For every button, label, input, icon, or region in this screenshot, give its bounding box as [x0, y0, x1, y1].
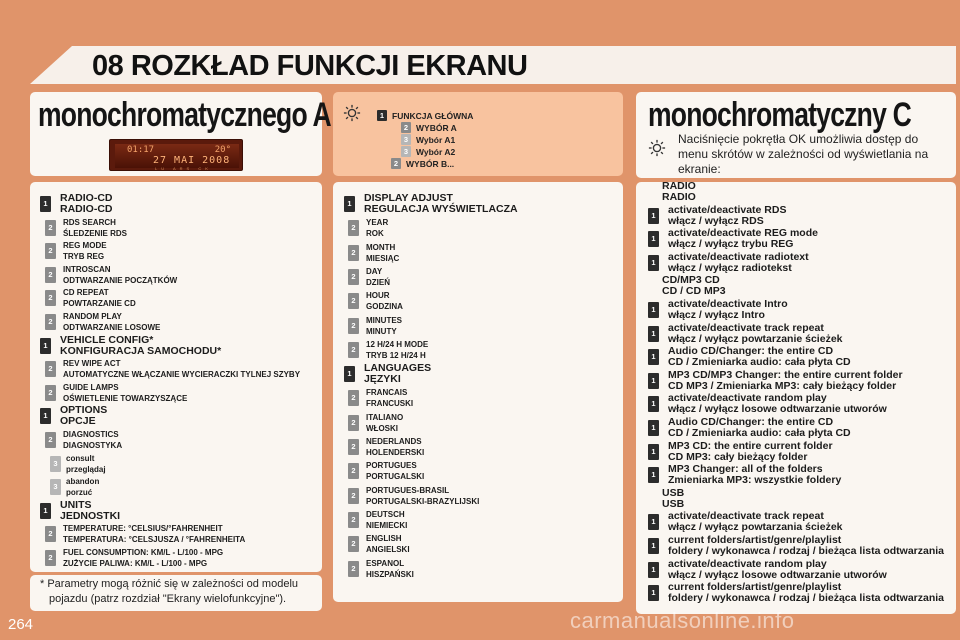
menu-item-label: HISZPAŃSKI — [366, 569, 414, 579]
level-badge: 1 — [648, 302, 659, 318]
menu-item — [648, 299, 788, 321]
menu-item — [40, 335, 221, 357]
menu-item-label: ANGIELSKI — [366, 545, 410, 555]
menu-item-label: przeglądaj — [66, 464, 106, 474]
menu-item-label: foldery / wykonawca / rodzaj / bieżąca lista odtwarzania — [668, 592, 945, 605]
level-badge: 1 — [648, 326, 659, 342]
legend-label: Wybór A1 — [416, 134, 456, 145]
display-temperature: 20° — [214, 145, 231, 155]
menu-item — [648, 205, 786, 227]
menu-item — [45, 382, 187, 404]
level-badge: 2 — [348, 245, 359, 261]
menu-item — [648, 464, 841, 486]
level-badge: 2 — [45, 290, 56, 306]
level-badge: 2 — [348, 536, 359, 552]
menu-item — [40, 193, 113, 215]
level-badge: 2 — [348, 488, 359, 504]
menu-item — [648, 370, 903, 392]
menu-item-label: CD MP3: cały bieżący folder — [668, 450, 808, 463]
menu-item-label: 12 H/24 H MODE — [366, 339, 429, 349]
level-badge: 2 — [348, 318, 359, 334]
menu-item-label: activate/deactivate radiotext — [668, 250, 809, 263]
menu-item — [648, 417, 851, 439]
menu-item-label: FRANCAIS — [366, 388, 408, 398]
menu-item-label: OPTIONS — [60, 404, 108, 417]
menu-item — [348, 485, 479, 507]
level-badge: 1 — [40, 196, 51, 212]
level-badge: 2 — [45, 432, 56, 448]
menu-item — [648, 323, 843, 345]
menu-item — [648, 582, 944, 604]
level-badge: 1 — [344, 196, 355, 212]
menu-item-label: YEAR — [366, 218, 389, 228]
menu-item — [45, 429, 122, 451]
menu-item — [348, 412, 403, 434]
level-badge: 2 — [348, 439, 359, 455]
menu-item-label: MONTH — [366, 242, 396, 252]
menu-item-label: PORTUGALSKI-BRAZYLIJSKI — [366, 496, 480, 506]
menu-item-label: activate/deactivate Intro — [668, 298, 788, 310]
sun-icon — [648, 139, 666, 157]
menu-item-label: Audio CD/Changer: the entire CD — [668, 416, 834, 428]
menu-item-label: abandon — [66, 477, 100, 487]
level-badge: 1 — [344, 366, 355, 382]
menu-item — [348, 460, 424, 482]
footnote — [40, 577, 298, 607]
menu-item-label: NEDERLANDS — [366, 437, 422, 446]
level-badge: 1 — [648, 562, 659, 578]
menu-item-label: CD MP3 / Zmieniarka MP3: cały bieżący folder — [668, 379, 897, 392]
level-badge: 1 — [648, 538, 659, 554]
menu-item — [648, 228, 818, 250]
level-badge: 1 — [648, 231, 659, 247]
menu-item — [648, 393, 887, 415]
menu-item-label: CD/MP3 CD — [662, 274, 720, 287]
level-badge: 3 — [50, 456, 61, 472]
menu-item-label: foldery / wykonawca / rodzaj / bieżąca lista odtwarzania — [668, 545, 945, 557]
legend-label: FUNKCJA GŁÓWNA — [392, 110, 474, 121]
menu-item — [348, 436, 424, 458]
menu-item-label: DIAGNOSTYKA — [63, 441, 123, 450]
menu-item-label: GUIDE LAMPS — [63, 382, 119, 392]
menu-item-label: INTROSCAN — [63, 264, 111, 274]
level-badge: 2 — [348, 220, 359, 236]
level-badge: 2 — [348, 463, 359, 479]
menu-item-label: OPCJE — [60, 415, 96, 428]
display-date: 27 MAI 2008 — [153, 155, 231, 166]
level-badge: 2 — [348, 390, 359, 406]
menu-item-label: MIESIĄC — [366, 253, 400, 263]
menu-item-label: activate/deactivate REG mode — [668, 227, 818, 240]
menu-item-label: DAY — [366, 266, 383, 276]
level-badge: 1 — [648, 585, 659, 601]
menu-item-label: current folders/artist/genre/playlist — [668, 534, 842, 546]
menu-item-label: UNITS — [60, 498, 92, 511]
level-badge: 2 — [348, 342, 359, 358]
menu-item-label: KONFIGURACJA SAMOCHODU* — [60, 344, 222, 357]
menu-item-label: REG MODE — [63, 241, 107, 251]
menu-item — [45, 217, 127, 239]
menu-item-label: TRYB REG — [63, 252, 105, 262]
menu-item-label: REGULACJA WYŚWIETLACZA — [364, 203, 518, 215]
menu-item-label: RDS SEARCH — [63, 217, 116, 227]
legend-item — [391, 158, 454, 169]
level-badge: 1 — [40, 338, 51, 354]
menu-item-label: włącz / wyłącz trybu REG — [668, 238, 794, 251]
menu-item-label: POWTARZANIE CD — [63, 299, 136, 309]
menu-item-label: ENGLISH — [366, 534, 402, 544]
menu-item-label: włącz / wyłącz losowe odtwarzanie utworów — [668, 403, 887, 416]
menu-item — [648, 441, 833, 463]
menu-item-label: ŚLEDZENIE RDS — [63, 228, 128, 238]
menu-item-label: REV WIPE ACT — [63, 359, 121, 369]
level-badge: 1 — [40, 408, 51, 424]
level-badge: 1 — [648, 396, 659, 412]
level-badge: 2 — [348, 561, 359, 577]
level-badge: 2 — [348, 415, 359, 431]
menu-item-label: HOLENDERSKI — [366, 448, 425, 457]
page-title: 08 ROZKŁAD FUNKCJI EKRANU — [92, 50, 528, 82]
menu-item-label: CD / Zmieniarka audio: cała płyta CD — [668, 356, 851, 369]
menu-item — [348, 242, 399, 264]
menu-item-label: TEMPERATURA: °CELSJUSZA / °FAHRENHEITA — [63, 535, 246, 545]
level-badge: 2 — [45, 385, 56, 401]
menu-item — [50, 476, 99, 498]
menu-item-label: JEDNOSTKI — [60, 509, 121, 522]
menu-item — [348, 339, 428, 361]
menu-item — [348, 217, 388, 239]
menu-item-label: RADIO — [662, 180, 696, 192]
menu-item-label: PORTUGUES-BRASIL — [366, 485, 450, 495]
menu-item — [648, 559, 887, 581]
level-badge: 1 — [40, 503, 51, 519]
footnote-line-2: pojazdu (patrz rozdział "Ekrany wielofunkcyjne"). — [49, 593, 287, 605]
menu-item-label: WŁOSKI — [366, 423, 398, 433]
menu-item-label: włącz / wyłącz Intro — [668, 309, 765, 321]
menu-item-label: TEMPERATURE: °CELSIUS/°FAHRENHEIT — [63, 524, 223, 534]
level-badge: 3 — [401, 146, 411, 157]
menu-item — [648, 511, 843, 533]
menu-item-label: current folders/artist/genre/playlist — [668, 581, 842, 594]
panel-legend — [333, 92, 623, 176]
legend-item — [401, 122, 457, 133]
menu-item-label: GODZINA — [366, 302, 403, 312]
menu-item-label: RADIO-CD — [60, 192, 113, 204]
level-badge: 1 — [648, 349, 659, 365]
level-badge: 2 — [45, 220, 56, 236]
level-badge: 2 — [45, 267, 56, 283]
menu-item-label: CD / Zmieniarka audio: cała płyta CD — [668, 427, 851, 439]
menu-item — [45, 358, 300, 380]
menu-item — [348, 266, 390, 288]
menu-item-label: FUEL CONSUMPTION: KM/L - L/100 - MPG — [63, 548, 224, 557]
level-badge: 2 — [348, 269, 359, 285]
menu-item — [348, 387, 413, 409]
menu-item-label: włącz / wyłącz RDS — [668, 214, 764, 227]
legend-label: WYBÓR A — [416, 122, 457, 133]
menu-item-label: activate/deactivate random play — [668, 392, 827, 405]
menu-item — [348, 315, 402, 337]
menu-item-label: MP3 Changer: all of the folders — [668, 463, 823, 476]
watermark: carmanualsonline.info — [570, 608, 795, 633]
level-badge: 3 — [50, 479, 61, 495]
level-badge: 1 — [648, 373, 659, 389]
menu-item-label: FRANCUSKI — [366, 399, 414, 409]
menu-item-label: USB — [662, 486, 685, 499]
menu-item-label: CD / CD MP3 — [662, 285, 726, 298]
menu-item — [45, 240, 107, 262]
menu-item — [348, 509, 407, 531]
menu-item-label: LANGUAGES — [364, 362, 432, 375]
level-badge: 1 — [648, 467, 659, 483]
menu-item — [348, 290, 403, 312]
menu-item — [40, 500, 120, 522]
menu-item — [45, 264, 177, 286]
display-marks: LU ARS CK — [155, 166, 212, 171]
menu-item-label: włącz / wyłącz powtarzania ścieżek — [668, 521, 843, 534]
menu-item-label: activate/deactivate track repeat — [668, 321, 824, 334]
menu-item-label: porzuć — [66, 488, 93, 498]
level-badge: 2 — [348, 512, 359, 528]
menu-item-label: RANDOM PLAY — [63, 312, 122, 321]
menu-item — [348, 558, 414, 580]
menu-item — [45, 311, 160, 333]
level-badge: 1 — [648, 208, 659, 224]
level-badge: 1 — [648, 255, 659, 271]
menu-item-label: JĘZYKI — [364, 373, 401, 386]
menu-item — [40, 405, 107, 427]
menu-item-label: DEUTSCH — [366, 509, 405, 519]
legend-item — [401, 146, 455, 157]
menu-item-label: TRYB 12 H/24 H — [366, 350, 426, 360]
level-badge: 1 — [377, 110, 387, 121]
menu-item-label: PORTUGUES — [366, 461, 417, 471]
display-time: 01:17 — [127, 145, 155, 155]
menu-item — [344, 193, 518, 215]
level-badge: 2 — [45, 361, 56, 377]
legend-label: Wybór A2 — [416, 146, 456, 157]
menu-item-label: ROK — [366, 229, 384, 239]
menu-item-label: activate/deactivate random play — [668, 557, 827, 570]
menu-item-label: RADIO — [662, 191, 696, 203]
menu-item-label: consult — [66, 453, 95, 463]
shortcut-intro-text: Naciśnięcie pokrętła OK umożliwia dostęp do menu skrótów w zależności od wyświetlania na ekranie: — [678, 132, 929, 176]
menu-item-label: AUTOMATYCZNE WŁĄCZANIE WYCIERACZKI TYLNEJ SZYBY — [63, 370, 301, 380]
menu-item-label: USB — [662, 497, 685, 510]
menu-item — [45, 523, 245, 545]
sun-icon — [343, 104, 361, 122]
level-badge: 2 — [401, 122, 411, 133]
menu-item-label: HOUR — [366, 291, 390, 301]
menu-item-label: MINUTES — [366, 315, 402, 325]
menu-item-label: Zmieniarka MP3: wszystkie foldery — [668, 474, 842, 487]
menu-item-label: OŚWIETLENIE TOWARZYSZĄCE — [63, 393, 188, 403]
menu-item-label: VEHICLE CONFIG* — [60, 333, 154, 346]
menu-item — [662, 181, 696, 203]
legend-label: WYBÓR B... — [406, 158, 455, 169]
menu-item-label: MINUTY — [366, 326, 397, 336]
menu-item — [45, 547, 223, 569]
level-badge: 1 — [648, 420, 659, 436]
menu-item — [648, 346, 851, 368]
menu-item — [348, 533, 410, 555]
menu-item-label: włącz / wyłącz radiotekst — [668, 261, 792, 274]
menu-item-label: Audio CD/Changer: the entire CD — [668, 345, 834, 358]
level-badge: 2 — [45, 550, 56, 566]
level-badge: 2 — [348, 293, 359, 309]
level-badge: 2 — [45, 243, 56, 259]
menu-item-label: CD REPEAT — [63, 288, 109, 298]
menu-item-label: ZUŻYCIE PALIWA: KM/L - L/100 - MPG — [63, 559, 208, 568]
menu-item-label: ESPANOL — [366, 558, 405, 568]
section-title-c: monochromatyczny C — [648, 96, 912, 134]
menu-item-label: ODTWARZANIE LOSOWE — [63, 323, 161, 332]
menu-item-label: ITALIANO — [366, 412, 404, 422]
level-badge: 1 — [648, 514, 659, 530]
menu-item-label: MP3 CD/MP3 Changer: the entire current folder — [668, 368, 903, 381]
menu-item — [648, 252, 809, 274]
menu-item — [662, 488, 684, 510]
legend-item — [377, 110, 473, 121]
level-badge: 1 — [648, 444, 659, 460]
legend-item — [401, 134, 455, 145]
menu-item-label: RADIO-CD — [60, 203, 113, 215]
level-badge: 2 — [45, 526, 56, 542]
menu-item-label: DISPLAY ADJUST — [364, 192, 453, 204]
menu-item-label: włącz / wyłącz losowe odtwarzanie utworów — [668, 568, 887, 581]
menu-item — [662, 275, 726, 297]
page-number: 264 — [8, 616, 34, 633]
menu-item-label: activate/deactivate RDS — [668, 203, 787, 216]
menu-item — [344, 363, 431, 385]
section-title-a: monochromatycznego A — [38, 96, 331, 134]
level-badge: 2 — [391, 158, 401, 169]
menu-item — [50, 453, 106, 475]
level-badge: 2 — [45, 314, 56, 330]
menu-item-label: PORTUGALSKI — [366, 472, 425, 482]
footnote-line-1: * Parametry mogą różnić się w zależności od modelu — [40, 578, 299, 590]
menu-item-label: DIAGNOSTICS — [63, 430, 119, 439]
menu-item-label: włącz / wyłącz powtarzanie ścieżek — [668, 332, 843, 345]
level-badge: 3 — [401, 134, 411, 145]
menu-item-label: DZIEŃ — [366, 277, 390, 287]
menu-item-label: MP3 CD: the entire current folder — [668, 439, 833, 452]
menu-item-label: activate/deactivate track repeat — [668, 510, 824, 523]
menu-item — [648, 535, 944, 557]
menu-item — [45, 287, 136, 309]
menu-item-label: NIEMIECKI — [366, 520, 408, 530]
menu-item-label: ODTWARZANIE POCZĄTKÓW — [63, 275, 178, 285]
radio-display-image — [109, 139, 243, 171]
